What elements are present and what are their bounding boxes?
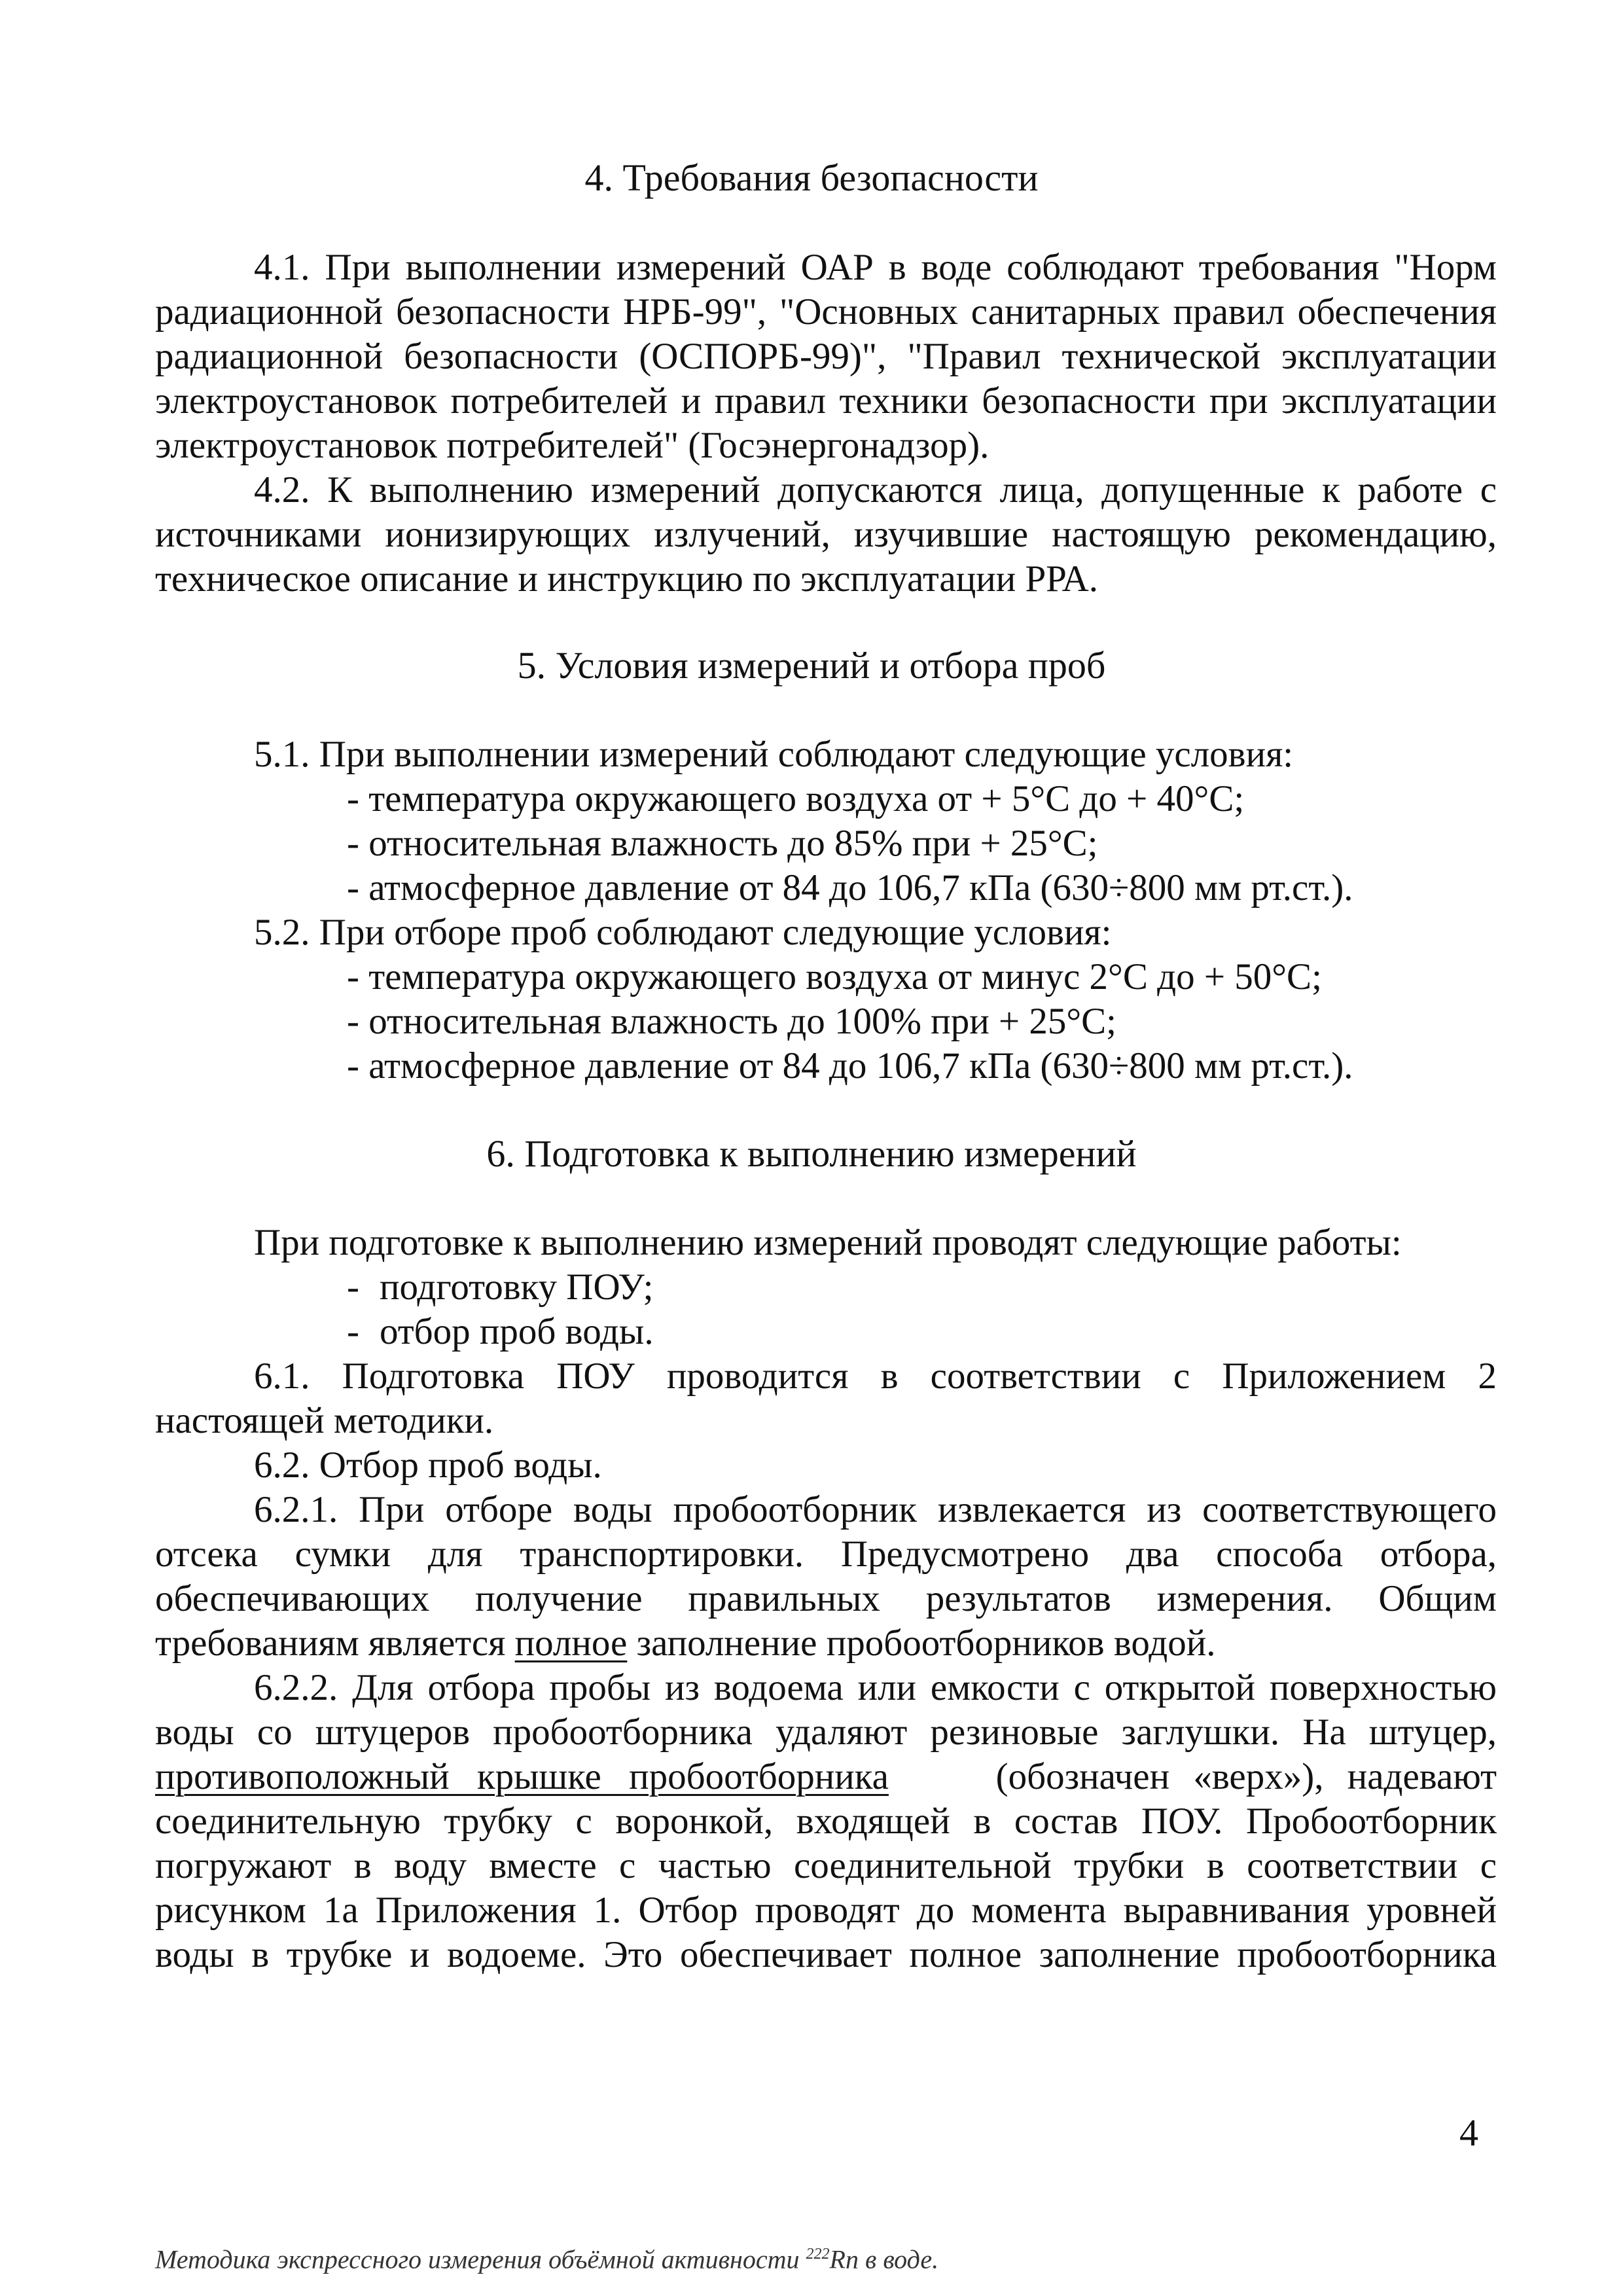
paragraph-4-2-line: 4.2. К выполнению измерений допускаются лица, допущенные к работе с (254, 469, 1497, 511)
paragraph-6-2-1-line: 6.2.1. При отборе воды пробоотборник извлекается из соответствующего (254, 1489, 1497, 1530)
paragraph-4-1-line: радиационной безопасности (ОСПОРБ-99)", "Правил технической эксплуатации (155, 336, 1497, 377)
condition-item: - атмосферное давление от 84 до 106,7 кПа (630÷800 мм рт.ст.). (347, 1045, 1353, 1086)
underlined-text: полное (514, 1623, 628, 1664)
condition-item: - атмосферное давление от 84 до 106,7 кПа (630÷800 мм рт.ст.). (347, 867, 1353, 908)
work-item-text: отбор проб воды. (380, 1311, 654, 1352)
paragraph-4-2-line: техническое описание и инструкцию по эксплуатации РРА. (155, 558, 1099, 600)
list-dash: - (347, 1311, 359, 1352)
condition-item: - температура окружающего воздуха от + 5°С до + 40°С; (347, 778, 1245, 819)
paragraph-6-1-line: 6.1. Подготовка ПОУ проводится в соответствии с Приложением 2 (254, 1355, 1497, 1397)
footer-text-end: Rn в воде. (829, 2244, 939, 2274)
list-dash: - (347, 1266, 359, 1308)
footer-text: Методика экспрессного измерения объёмной активности (155, 2244, 806, 2274)
footer (155, 2238, 938, 2275)
paragraph-6-2-2-line: 6.2.2. Для отбора пробы из водоема или емкости с открытой поверхностью (254, 1667, 1497, 1708)
underlined-text: противоположный крышке пробоотборника (155, 1756, 889, 1797)
section-6-intro: При подготовке к выполнению измерений проводят следующие работы: (254, 1222, 1402, 1263)
work-list-item (347, 1265, 1497, 1310)
paragraph-4-1-line: электроустановок потребителей и правил техники безопасности при эксплуатации (155, 380, 1497, 422)
work-item-text: подготовку ПОУ; (380, 1266, 654, 1308)
text-run: требованиям является (155, 1623, 515, 1664)
paragraph-6-2-2-line: воды со штуцеров пробоотборника удаляют резиновые заглушки. На штуцер, (155, 1712, 1497, 1753)
section-6-title: 6. Подготовка к выполнению измерений (486, 1132, 1137, 1175)
paragraph-6-2-2-line: соединительную трубку с воронкой, входящей в состав ПОУ. Пробоотборник (155, 1801, 1497, 1842)
paragraph-6-2-2-line: погружают в воду вместе с частью соединительной трубки в соответствии с (155, 1845, 1497, 1886)
text-run: (обозначен «верх»), надевают (995, 1756, 1497, 1797)
paragraph-4-1-line: радиационной безопасности НРБ-99", "Основных санитарных правил обеспечения (155, 291, 1497, 332)
paragraph-4-1-line: электроустановок потребителей" (Госэнергонадзор). (155, 425, 990, 466)
condition-item: - температура окружающего воздуха от минус 2°С до + 50°С; (347, 956, 1322, 997)
section-5-title: 5. Условия измерений и отбора проб (517, 644, 1106, 687)
isotope-mass-number: 222 (806, 2246, 830, 2263)
condition-item: - относительная влажность до 100% при + 25°С; (347, 1001, 1116, 1042)
paragraph-6-2-2-line: рисунком 1а Приложения 1. Отбор проводят до момента выравнивания уровней (155, 1890, 1497, 1931)
page-number: 4 (1459, 2111, 1478, 2154)
condition-5-2-intro: 5.2. При отборе проб соблюдают следующие условия: (254, 912, 1112, 953)
paragraph-6-2-2-line (155, 1755, 1497, 1799)
condition-5-1-intro: 5.1. При выполнении измерений соблюдают следующие условия: (254, 734, 1294, 775)
condition-item: - относительная влажность до 85% при + 25°С; (347, 823, 1098, 864)
paragraph-6-2-1-line: отсека сумки для транспортировки. Предусмотрено два способа отбора, (155, 1534, 1497, 1575)
paragraph-6-2-1-line: обеспечивающих получение правильных результатов измерения. Общим (155, 1578, 1497, 1619)
work-list-item (347, 1310, 1497, 1354)
paragraph-6-2: 6.2. Отбор проб воды. (254, 1444, 602, 1486)
paragraph-6-1-line: настоящей методики. (155, 1400, 494, 1441)
paragraph-6-2-2-line: воды в трубке и водоеме. Это обеспечивает полное заполнение пробоотборника (155, 1934, 1497, 1975)
paragraph-4-1-line: 4.1. При выполнении измерений ОАР в воде соблюдают требования "Норм (254, 247, 1497, 288)
section-4-title: 4. Требования безопасности (584, 156, 1039, 199)
paragraph-4-2-line: источниками ионизирующих излучений, изучившие настоящую рекомендацию, (155, 514, 1497, 555)
text-run: заполнение пробоотборников водой. (627, 1623, 1216, 1664)
paragraph-6-2-1-line (155, 1621, 1497, 1666)
